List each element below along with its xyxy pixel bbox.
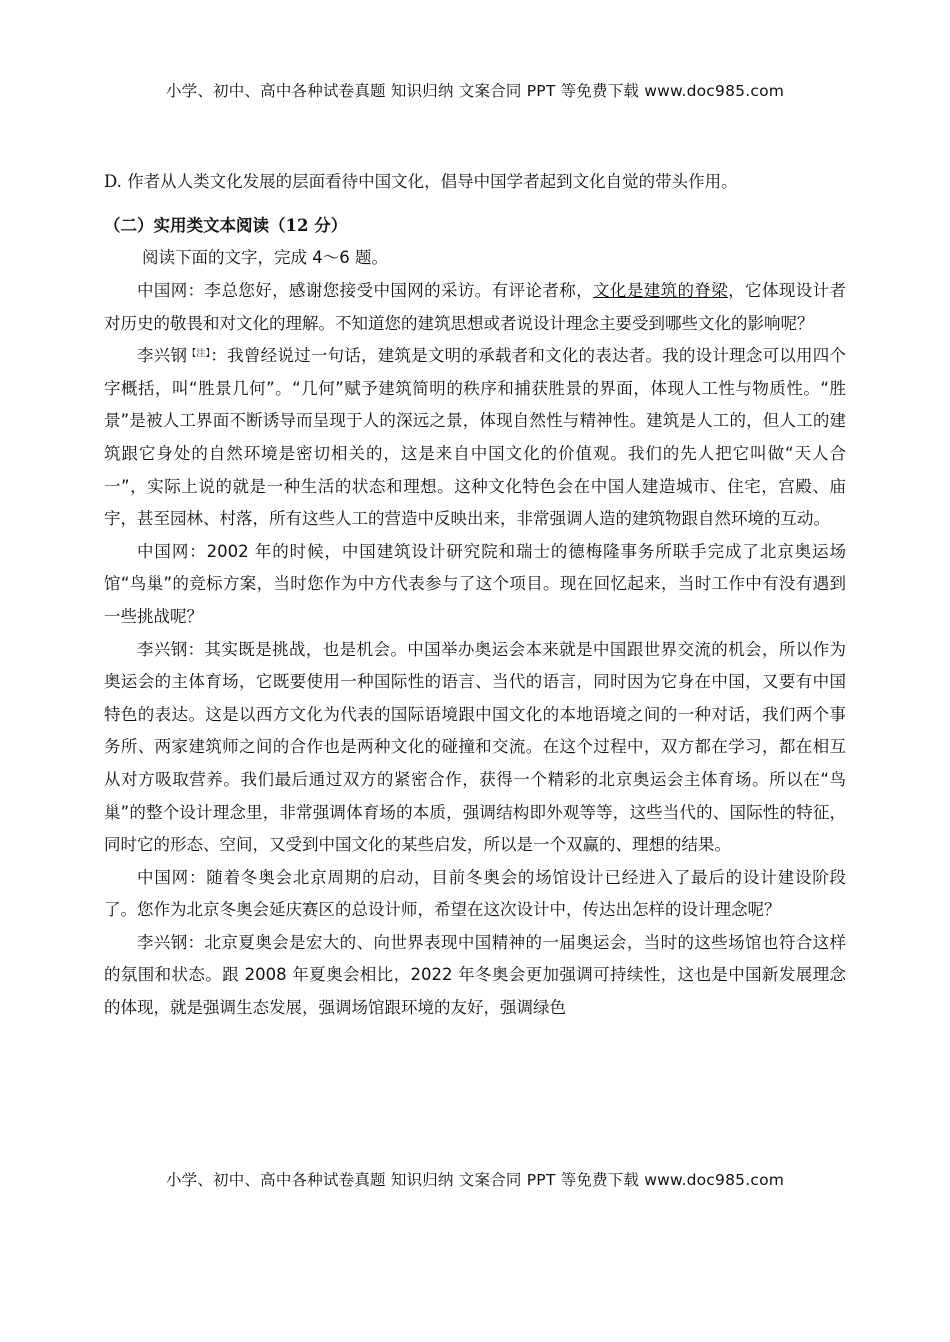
section-title: （二）实用类文本阅读（12 分） bbox=[104, 216, 348, 235]
paragraph-interview-q3: 中国网：随着冬奥会北京周期的启动，目前冬奥会的场馆设计已经进入了最后的设计建设阶段了。您作为北京冬奥会延庆赛区的总设计师，希望在这次设计中，传达出怎样的设计理念呢？ bbox=[104, 867, 846, 920]
option-d: D. 作者从人类文化发展的层面看待中国文化，倡导中国学者起到文化自觉的带头作用。 bbox=[104, 172, 738, 191]
paragraph-answer-3: 李兴钢：北京夏奥会是宏大的、向世界表现中国精神的一届奥运会，当时的这些场馆也符合这样的氛围和状态。跟 2008 年夏奥会相比，2022 年冬奥会更加强调可持续性，这也是中国新发展理念的体现，就是强调生态发展，强调场馆跟环境的友好，强调绿色 bbox=[104, 932, 846, 1018]
footnote-marker: 【注】 bbox=[187, 349, 211, 360]
underlined-phrase: 文化是建筑的脊梁 bbox=[593, 281, 729, 300]
q1-text-post: ，它体现设计者对历史的敬畏和对文化的理解。不知道您的建筑思想或者说设计理念主要受到哪些文化的影响呢？ bbox=[104, 281, 847, 333]
instruction: 阅读下面的文字，完成 4～6 题。 bbox=[142, 248, 388, 267]
speaker-name: 李兴钢 bbox=[137, 346, 188, 366]
paragraph-answer-2: 李兴钢：其实既是挑战，也是机会。中国举办奥运会本来就是中国跟世界交流的机会，所以作为奥运会的主体育场，它既要使用一种国际性的语言、当代的语言，同时因为它身在中国，又要有中国特色的表达。这是以西方文化为代表的国际语境跟中国文化的本地语境之间的一种对话，我们两个事务所、两家建筑师之间的合作也是两种文化的碰撞和交流。在这个过程中，双方都在学习，都在相互从对方吸取营养。我们最后通过双方的紧密合作，获得一个精彩的北京奥运会主体育场。所以在“鸟巢”的整个设计理念里，非常强调体育场的本质，强调结构即外观等等，这些当代的、国际性的特征，同时它的形态、空间，又受到中国文化的某些启发，所以是一个双赢的、理想的结果。 bbox=[104, 639, 846, 855]
article-body bbox=[104, 275, 846, 1025]
page-header: 小学、初中、高中各种试卷真题 知识归纳 文案合同 PPT 等免费下载 www.doc985.com bbox=[165, 82, 785, 100]
paragraph-interview-q1 bbox=[104, 275, 846, 340]
paragraph-answer-1 bbox=[104, 340, 846, 536]
page-footer: 小学、初中、高中各种试卷真题 知识归纳 文案合同 PPT 等免费下载 www.doc985.com bbox=[165, 1171, 785, 1189]
paragraph-interview-q2: 中国网：2002 年的时候，中国建筑设计研究院和瑞士的德梅隆事务所联手完成了北京奥运场馆“鸟巢”的竞标方案，当时您作为中方代表参与了这个项目。现在回忆起来，当时工作中有没有遇到一些挑战呢？ bbox=[104, 541, 846, 626]
answer-1-text: ：我曾经说过一句话，建筑是文明的承载者和文化的表达者。我的设计理念可以用四个字概括，叫“胜景几何”。“几何”赋予建筑简明的秩序和捕获胜景的界面，体现人工性与物质性。“胜景”是被人工界面不断诱导而呈现于人的深远之景，体现自然性与精神性。建筑是人工的，但人工的建筑跟它身处的自然环境是密切相关的，这是来自中国文化的价值观。我们的先人把它叫做“天人合一”，实际上说的就是一种生活的状态和理想。这种文化特色会在中国人建造城市、住宅，宫殿、庙宇，甚至园林、村落，所有这些人工的营造中反映出来，非常强调人造的建筑物跟自然环境的互动。 bbox=[104, 346, 846, 529]
q1-text-pre: 中国网：李总您好，感谢您接受中国网的采访。有评论者称， bbox=[137, 281, 594, 300]
